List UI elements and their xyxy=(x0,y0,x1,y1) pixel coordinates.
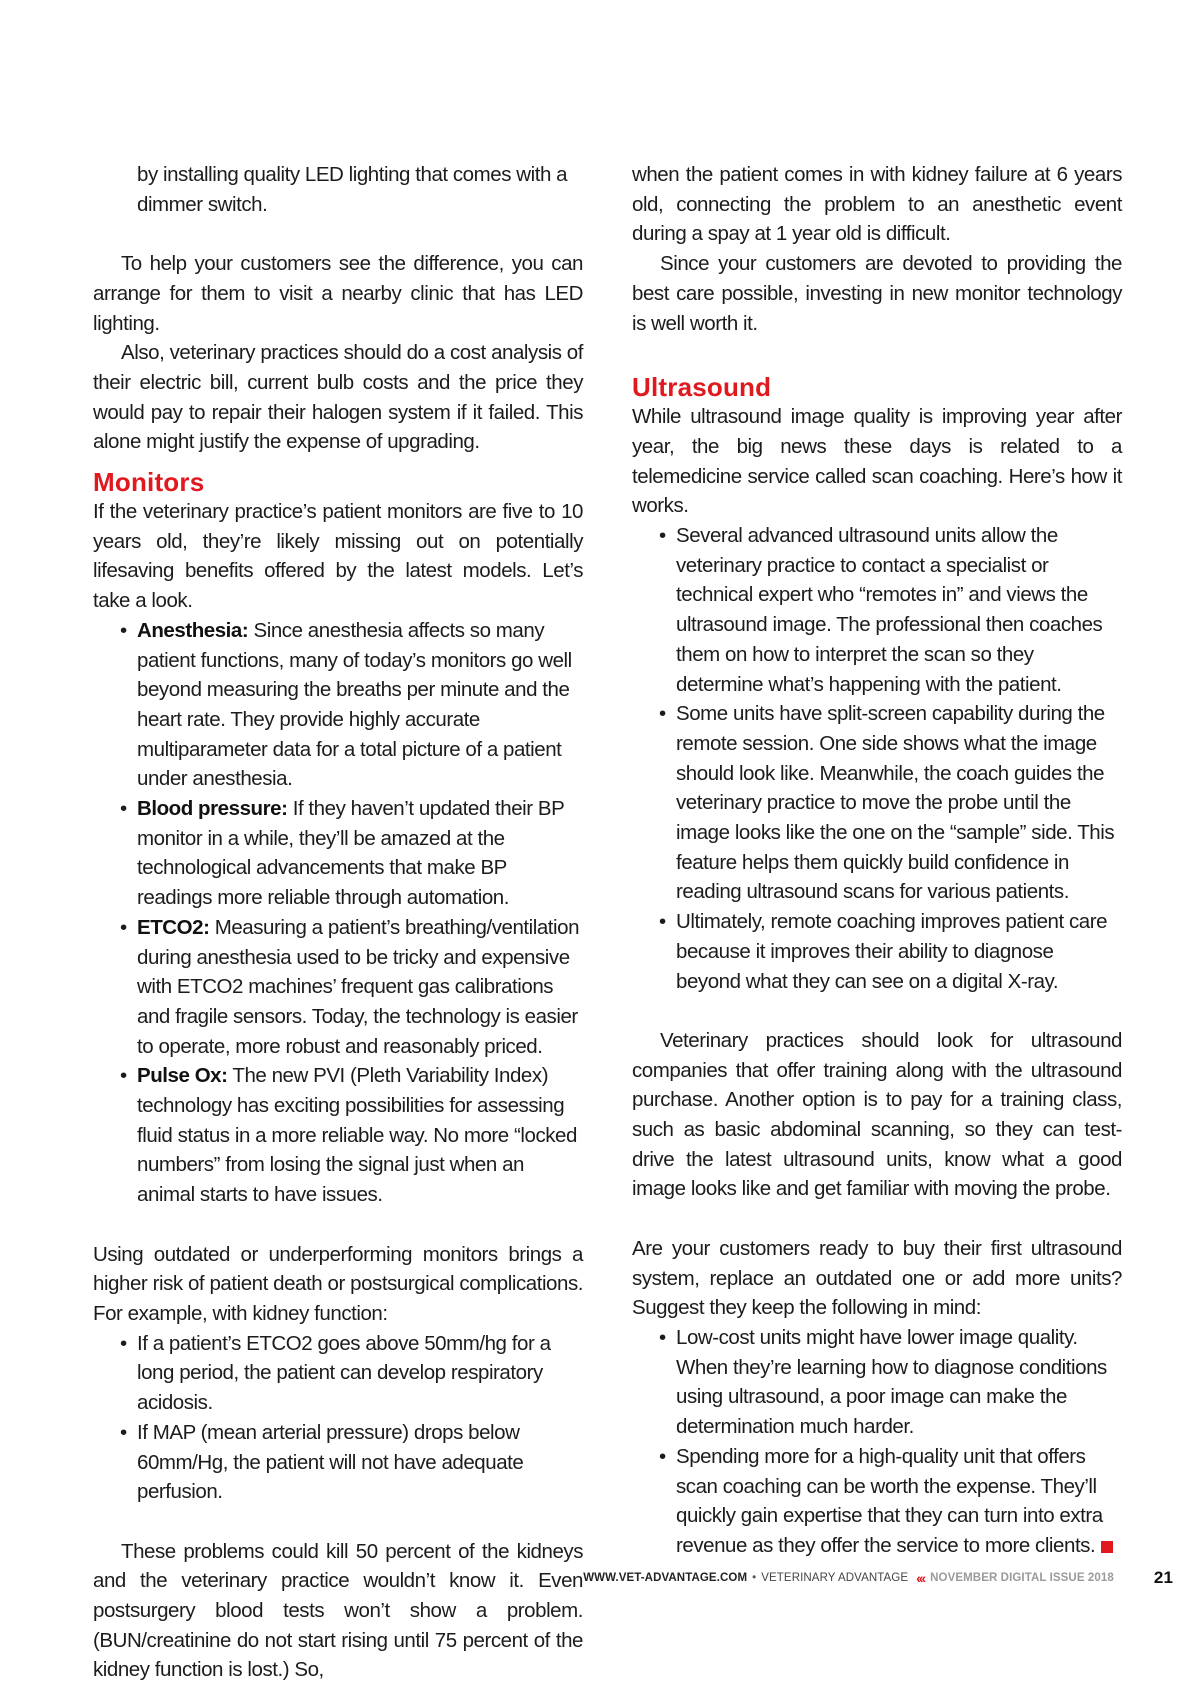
outdated-paragraph: Using outdated or underperforming monitors brings a higher risk of patient death or postsurgical complications. For example, with kidney function: xyxy=(93,1242,583,1325)
list-item: • Blood pressure: If they haven’t updated their BP monitor in a while, they’ll be amazed at the technological advancements that make BP readings more reliable through automation. xyxy=(120,797,564,910)
page-footer xyxy=(583,1568,1173,1588)
kidney-bullet-list xyxy=(93,1329,583,1507)
page-number: 21 xyxy=(1153,1568,1173,1587)
list-item: • Some units have split-screen capability during the remote session. One side shows what the image should look like. Meanwhile, the coach guides the veterinary practice to move the probe until the image looks like the one on the “sample” side. This feature helps them quickly build confidence in reading ultrasound scans for various patients. xyxy=(659,702,1115,904)
list-item: • Anesthesia: Since anesthesia affects so many patient functions, many of today’s monitors go well beyond measuring the breaths per minute and the heart rate. They provide highly accurate multiparameter data for a total picture of a patient under anesthesia. xyxy=(120,618,572,791)
problems-paragraph: These problems could kill 50 percent of the kidneys and the veterinary practice wouldn’t know it. Even postsurgery blood tests won’t show a problem. (BUN/creatinine do not start rising until 75 percent of the kidney function is lost.) So, xyxy=(93,1539,583,1682)
right-column xyxy=(632,160,1122,1561)
bullet-text: If MAP (mean arterial pressure) drops below 60mm/Hg, the patient will not have adequate perfusion. xyxy=(137,1420,524,1504)
bullet-text: Low-cost units might have lower image quality. When they’re learning how to diagnose conditions using ultrasound, a poor image can make the determination much harder. xyxy=(676,1325,1107,1439)
bullet-text: The new PVI (Pleth Variability Index) technology has exciting possibilities for assessing fluid status in a more reliable way. No more “locked numbers” from losing the signal just when an animal starts to have issues. xyxy=(137,1064,577,1207)
kidney-continuation: when the patient comes in with kidney failure at 6 years old, connecting the problem to an anesthetic event during a spay at 1 year old is difficult. xyxy=(632,163,1122,246)
led-continuation: by installing quality LED lighting that comes with a dimmer switch. xyxy=(137,163,568,216)
help-paragraph: To help your customers see the difference, you can arrange for them to visit a nearby clinic that has LED lighting. xyxy=(93,252,583,335)
ultrasound-bullet-list xyxy=(632,521,1122,996)
list-item: • ETCO2: Measuring a patient’s breathing/ventilation during anesthesia used to be tricky and expensive with ETCO2 machines’ frequent gas calibrations and fragile sensors. Today, the technology is easier to operate, more robust and reasonably priced. xyxy=(120,915,580,1058)
ultrasound-heading: Ultrasound xyxy=(632,372,772,403)
footer-separator: • xyxy=(752,1572,757,1584)
cost-paragraph: Also, veterinary practices should do a cost analysis of their electric bill, current bulb costs and the price they would pay to repair their halogen system if it failed. This alone might justify the expense of upgrading. xyxy=(93,341,583,454)
bullet-term: Anesthesia: xyxy=(137,618,249,642)
issue-label: NOVEMBER DIGITAL ISSUE 2018 xyxy=(930,1572,1114,1584)
chevron-left-icon: ‹‹‹ xyxy=(916,1570,925,1586)
bullet-term: Blood pressure: xyxy=(137,797,288,821)
bullet-term: ETCO2: xyxy=(137,915,210,939)
training-paragraph: Veterinary practices should look for ultrasound companies that offer training along with the ultrasound purchase. Another option is to pay for a training class, such as basic abdominal scanning, so they can test-drive the latest ultrasound units, know what a good image looks like and get familiar with moving the probe. xyxy=(632,1028,1122,1201)
bullet-text: If they haven’t updated their BP monitor in a while, they’ll be amazed at the technological advancements that make BP readings more reliable through automation. xyxy=(137,797,564,910)
list-item: • If MAP (mean arterial pressure) drops below 60mm/Hg, the patient will not have adequate perfusion. xyxy=(120,1420,524,1504)
list-item: • Pulse Ox: The new PVI (Pleth Variability Index) technology has exciting possibilities for assessing fluid status in a more reliable way. No more “locked numbers” from losing the signal just when an animal starts to have issues. xyxy=(120,1064,577,1207)
buying-bullet-list xyxy=(632,1323,1122,1561)
bullet-text: Measuring a patient’s breathing/ventilation during anesthesia used to be tricky and expensive with ETCO2 machines’ frequent gas calibrations and fragile sensors. Today, the technology is easier to operate, more robust and reasonably priced. xyxy=(137,915,580,1058)
bullet-text: Several advanced ultrasound units allow the veterinary practice to contact a specialist or technical expert who “remotes in” and views the ultrasound image. The professional then coaches them on how to interpret the scan so they determine what’s happening with the patient. xyxy=(676,524,1103,696)
website-link[interactable]: WWW.VET-ADVANTAGE.COM xyxy=(583,1572,748,1584)
ultrasound-intro: While ultrasound image quality is improving year after year, the big news these days is related to a telemedicine service called scan coaching. Here’s how it works. xyxy=(632,405,1122,518)
list-item: • Several advanced ultrasound units allow the veterinary practice to contact a specialist or technical expert who “remotes in” and views the ultrasound image. The professional then coaches them on how to interpret the scan so they determine what’s happening with the patient. xyxy=(659,524,1103,696)
ready-paragraph: Are your customers ready to buy their first ultrasound system, replace an outdated one or add more units? Suggest they keep the following in mind: xyxy=(632,1236,1122,1320)
monitor-bullet-list xyxy=(93,616,583,1210)
end-square-icon xyxy=(1101,1541,1113,1553)
bullet-text: Ultimately, remote coaching improves patient care because it improves their ability to diagnose beyond what they can see on a digital X-ray. xyxy=(676,910,1108,993)
left-column xyxy=(93,160,583,1685)
bullet-text: If a patient’s ETCO2 goes above 50mm/hg for a long period, the patient can develop respiratory acidosis. xyxy=(137,1331,551,1415)
list-item: • If a patient’s ETCO2 goes above 50mm/hg for a long period, the patient can develop respiratory acidosis. xyxy=(120,1331,551,1415)
devoted-paragraph: Since your customers are devoted to providing the best care possible, investing in new monitor technology is well worth it. xyxy=(632,252,1122,335)
monitors-heading: Monitors xyxy=(93,467,205,498)
bullet-text: Since anesthesia affects so many patient functions, many of today’s monitors go well beyond measuring the breaths per minute and the heart rate. They provide highly accurate multiparameter data for a total picture of a patient under anesthesia. xyxy=(137,618,572,791)
bullet-text: Spending more for a high-quality unit that offers scan coaching can be worth the expense. They’ll quickly gain expertise that they can turn into extra revenue as they offer the service to more clients. xyxy=(676,1444,1103,1557)
bullet-text: Some units have split-screen capability during the remote session. One side shows what the image should look like. Meanwhile, the coach guides the veterinary practice to move the probe until the image looks like the one on the “sample” side. This feature helps them quickly build confidence in reading ultrasound scans for various patients. xyxy=(676,702,1115,904)
bullet-term: Pulse Ox: xyxy=(137,1064,228,1088)
list-item: • Ultimately, remote coaching improves patient care because it improves their ability to diagnose beyond what they can see on a digital X-ray. xyxy=(659,910,1108,993)
magazine-name: VETERINARY ADVANTAGE xyxy=(761,1572,909,1584)
list-item: • Spending more for a high-quality unit that offers scan coaching can be worth the expense. They’ll quickly gain expertise that they can turn into extra revenue as they offer the service to more clients. xyxy=(632,1442,1122,1561)
monitors-intro: If the veterinary practice’s patient monitors are five to 10 years old, they’re likely missing out on potentially lifesaving benefits offered by the latest models. Let’s take a look. xyxy=(93,500,583,613)
list-item: • Low-cost units might have lower image quality. When they’re learning how to diagnose conditions using ultrasound, a poor image can make the determination much harder. xyxy=(659,1325,1107,1439)
